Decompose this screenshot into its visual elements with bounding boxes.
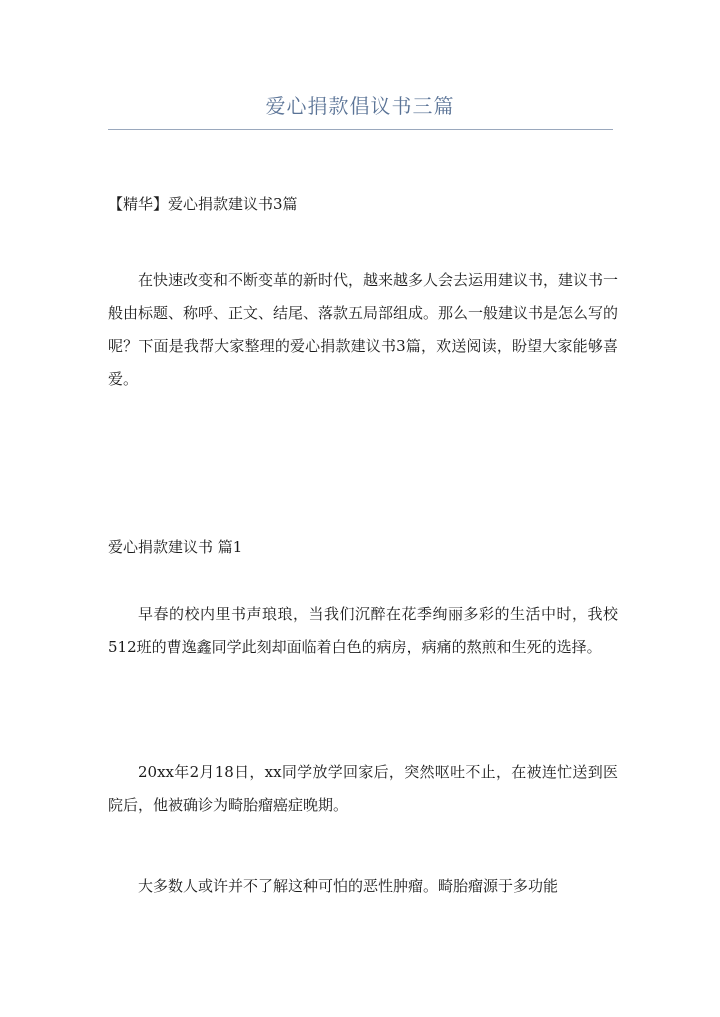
body-paragraph-3 bbox=[108, 870, 618, 903]
paragraph-text: 早春的校内里书声琅琅，当我们沉醉在花季绚丽多彩的生活中时，我校512班的曹逸鑫同学此刻却面临着白色的病房，病痛的熬煎和生死的选择。 bbox=[108, 605, 618, 656]
document-title: 爱心捐款倡议书三篇 bbox=[265, 94, 455, 118]
paragraph-text: 大多数人或许并不了解这种可怕的恶性肿瘤。畸胎瘤源于多功能 bbox=[138, 877, 559, 895]
paragraph-text: 20xx年2月18日，xx同学放学回家后，突然呕吐不止，在被连忙送到医院后，他被确诊为畸胎瘤癌症晚期。 bbox=[108, 763, 618, 814]
intro-paragraph bbox=[108, 264, 618, 396]
document-subtitle: 【精华】爱心捐款建议书3篇 bbox=[108, 195, 298, 213]
body-paragraph-1 bbox=[108, 598, 618, 664]
title-divider bbox=[108, 129, 613, 130]
body-paragraph-2 bbox=[108, 756, 618, 822]
section-heading: 爱心捐款建议书 篇1 bbox=[108, 538, 243, 556]
intro-text: 在快速改变和不断变革的新时代，越来越多人会去运用建议书，建议书一般由标题、称呼、正文、结尾、落款五局部组成。那么一般建议书是怎么写的呢？下面是我帮大家整理的爱心捐款建议书3篇，欢送阅读，盼望大家能够喜爱。 bbox=[108, 271, 619, 388]
